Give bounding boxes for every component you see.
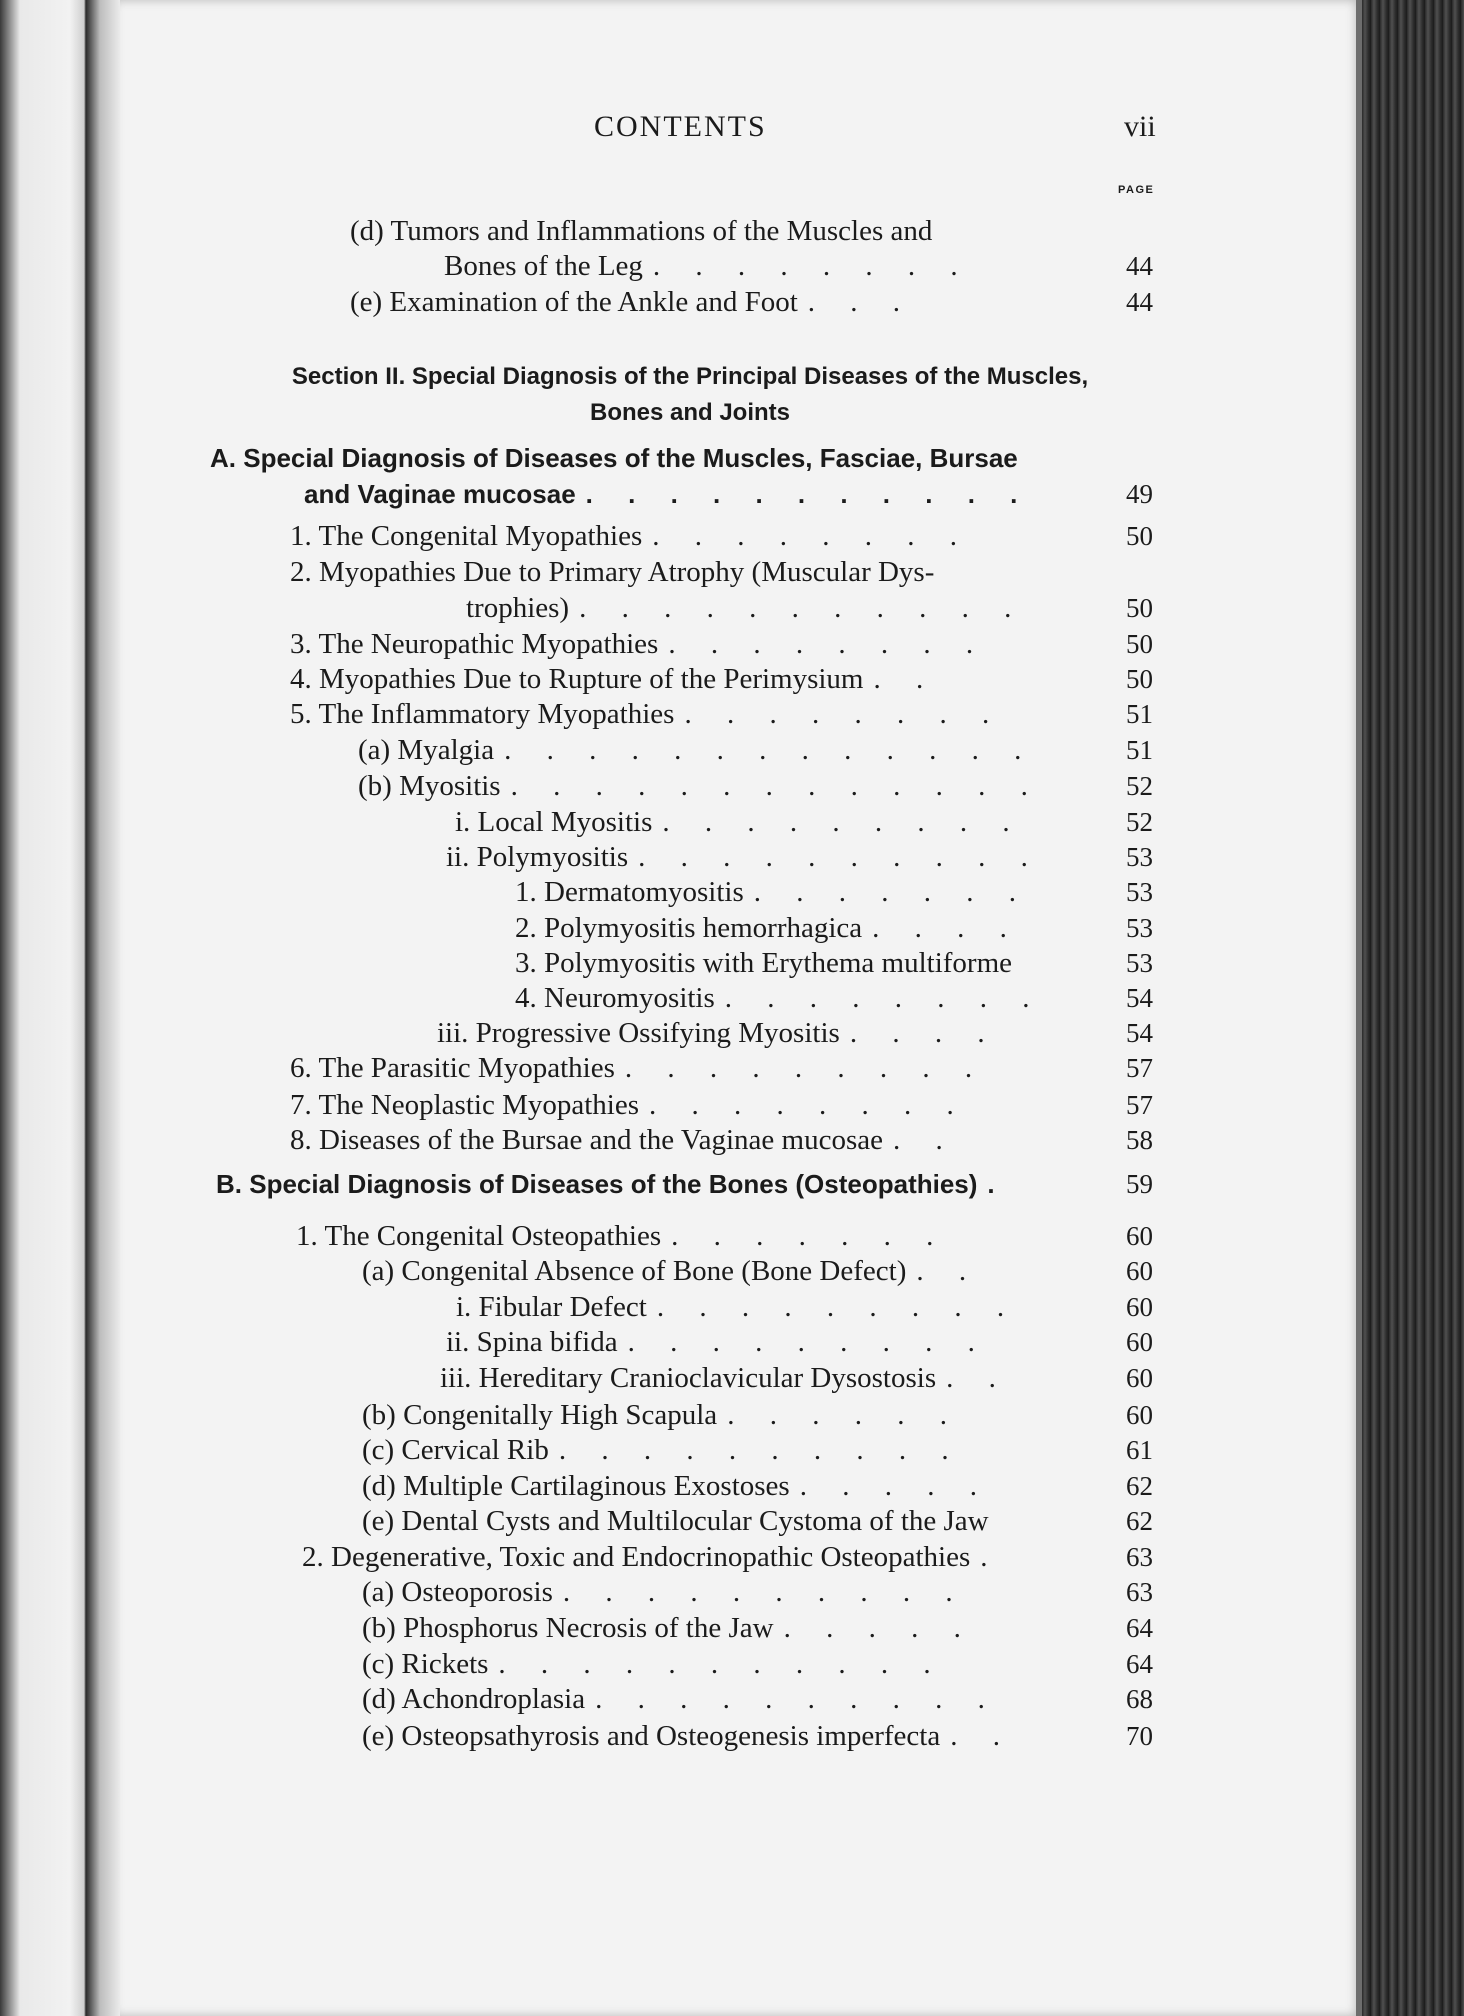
- toc-page-number: 44: [1126, 251, 1153, 281]
- dot-leader: . . . . . . .: [753, 876, 1031, 908]
- toc-entry-title: and Vaginae mucosae: [304, 479, 576, 509]
- toc-entry-title: (e) Examination of the Ankle and Foot: [350, 286, 798, 318]
- toc-entry-title: iii. Hereditary Cranioclavicular Dysostosis: [440, 1362, 937, 1394]
- toc-entry-title: (b) Congenitally High Scapula: [362, 1399, 718, 1431]
- toc-page-number: 51: [1126, 735, 1153, 765]
- toc-entry-title: 3. Polymyositis with Erythema multiforme: [515, 947, 1012, 979]
- toc-entry-title: (c) Rickets: [362, 1648, 489, 1680]
- toc-entry-title: 6. The Parasitic Myopathies: [290, 1052, 615, 1084]
- toc-entry: [362, 1718, 1014, 1754]
- toc-page-number: 59: [1126, 1169, 1153, 1199]
- toc-entry: [362, 1503, 989, 1539]
- toc-page-number: 57: [1126, 1090, 1153, 1120]
- toc-entry: [515, 945, 1012, 981]
- toc-page-number: 60: [1126, 1221, 1153, 1251]
- dot-leader: . . . . . . . . . . .: [498, 1648, 945, 1680]
- toc-page-number: 53: [1126, 913, 1153, 943]
- dot-leader: . . . . . . . .: [652, 250, 972, 282]
- dot-leader: .: [980, 1541, 1002, 1573]
- toc-entry-title: B. Special Diagnosis of Diseases of the Bones (Osteopathies): [216, 1169, 978, 1199]
- dot-leader: . . . . . . . . .: [656, 1291, 1019, 1323]
- toc-entry: [362, 1397, 961, 1433]
- toc-page-number: 60: [1126, 1363, 1153, 1393]
- toc-page-number: 70: [1126, 1721, 1153, 1751]
- toc-entry: [444, 248, 972, 284]
- dot-leader: . . . .: [849, 1017, 999, 1049]
- toc-entry: [290, 626, 987, 662]
- dot-leader: .: [987, 1169, 1009, 1199]
- toc-entry-title: iii. Progressive Ossifying Myositis: [437, 1017, 840, 1049]
- dot-leader: . . . . . . . .: [668, 628, 988, 660]
- toc-entry: [216, 1166, 1009, 1202]
- toc-entry: [446, 1324, 989, 1360]
- dot-leader: . . . . . . . . . . .: [585, 479, 1032, 509]
- toc-entry: [290, 1087, 968, 1123]
- dot-leader: . . .: [807, 286, 915, 318]
- toc-entry-title: 4. Neuromyositis: [515, 982, 715, 1014]
- toc-entry: [290, 554, 934, 590]
- dot-leader: . .: [916, 1255, 981, 1287]
- toc-entry: [350, 213, 932, 249]
- toc-page-number: 60: [1126, 1400, 1153, 1430]
- dot-leader: . . . . . . . . . .: [638, 841, 1042, 873]
- toc-entry: [362, 1646, 945, 1682]
- dot-leader: . . . . . . . .: [684, 698, 1004, 730]
- toc-page-number: 62: [1126, 1506, 1153, 1536]
- dot-leader: . . . . . . . . . .: [558, 1434, 963, 1466]
- toc-entry: [362, 1681, 999, 1717]
- toc-entry: [304, 476, 1031, 512]
- toc-entry: [362, 1574, 967, 1610]
- toc-page-number: 63: [1126, 1542, 1153, 1572]
- dot-leader: . . . . . . . . . . . . .: [510, 770, 1042, 802]
- dot-leader: . . . . . . . . .: [624, 1052, 987, 1084]
- dot-leader: . . . . . . .: [671, 1220, 948, 1252]
- toc-entry-title: 2. Degenerative, Toxic and Endocrinopathic Osteopathies: [302, 1541, 971, 1573]
- dot-leader: . . . . .: [799, 1470, 991, 1502]
- toc-entry: [437, 1015, 999, 1051]
- toc-entry: [362, 1253, 980, 1289]
- toc-entry: [350, 284, 914, 320]
- toc-entry-title: (d) Achondroplasia: [362, 1683, 586, 1715]
- toc-entry-title: (e) Osteopsathyrosis and Osteogenesis imperfecta: [362, 1720, 941, 1752]
- toc-page-number: 44: [1126, 287, 1153, 317]
- toc-entry-title: 1. The Congenital Myopathies: [290, 520, 643, 552]
- toc-entry-title: 1. Dermatomyositis: [515, 876, 744, 908]
- toc-entry-title: ii. Polymyositis: [446, 841, 629, 873]
- toc-page-number: 60: [1126, 1256, 1153, 1286]
- dot-leader: . . . . . . . .: [652, 520, 971, 552]
- toc-entry-title: (d) Multiple Cartilaginous Exostoses: [362, 1470, 790, 1502]
- dot-leader: . . . . . .: [727, 1399, 961, 1431]
- toc-page-number: 62: [1126, 1471, 1153, 1501]
- dot-leader: . .: [946, 1362, 1010, 1394]
- toc-entry: [290, 1122, 957, 1158]
- toc-page-number: 50: [1126, 664, 1153, 694]
- dot-leader: . . . . . . . .: [724, 982, 1044, 1014]
- toc-entry-title: i. Fibular Defect: [456, 1291, 647, 1323]
- dot-leader: . . . . . . . . . . .: [579, 592, 1026, 624]
- section-heading-line-1: Section II. Special Diagnosis of the Principal Diseases of the Muscles,: [291, 363, 1089, 390]
- toc-entry: [446, 839, 1042, 875]
- toc-entry-title: trophies): [466, 592, 570, 624]
- toc-entry: [290, 1050, 986, 1086]
- dot-leader: . . . . . . . . . .: [595, 1683, 999, 1715]
- page-number: vii: [1124, 110, 1156, 143]
- toc-entry: [515, 910, 1021, 946]
- toc-entry-title: 7. The Neoplastic Myopathies: [290, 1089, 640, 1121]
- toc-entry: [455, 804, 1024, 840]
- section-heading-line-2: Bones and Joints: [589, 399, 791, 426]
- toc-page-number: 64: [1126, 1649, 1153, 1679]
- toc-page-number: 50: [1126, 629, 1153, 659]
- dot-leader: . .: [950, 1720, 1014, 1752]
- toc-entry-title: 8. Diseases of the Bursae and the Vaginae mucosae: [290, 1124, 883, 1156]
- dot-leader: . . . . . . . .: [649, 1089, 968, 1121]
- toc-entry-title: 3. The Neuropathic Myopathies: [290, 628, 659, 660]
- toc-entry: [210, 440, 1018, 476]
- toc-entry-title: (d) Tumors and Inflammations of the Muscles and: [350, 215, 933, 247]
- toc-entry-title: 4. Myopathies Due to Rupture of the Perimysium: [290, 663, 864, 695]
- toc-page-number: 54: [1126, 1018, 1153, 1048]
- toc-entry-title: (e) Dental Cysts and Multilocular Cystoma of the Jaw: [362, 1505, 989, 1537]
- dot-leader: . . . . . . . . .: [662, 806, 1024, 838]
- toc-entry-title: 2. Polymyositis hemorrhagica: [515, 912, 863, 944]
- toc-page-number: 60: [1126, 1327, 1153, 1357]
- facing-page-edge: [0, 0, 86, 2016]
- toc-page-number: 50: [1126, 593, 1153, 623]
- toc-entry: [362, 1610, 975, 1646]
- toc-entry-title: (b) Myositis: [358, 770, 501, 802]
- book-gutter: [86, 0, 120, 2016]
- toc-entry-title: 1. The Congenital Osteopathies: [296, 1220, 662, 1252]
- toc-entry: [290, 518, 971, 554]
- toc-page-number: 51: [1126, 699, 1153, 729]
- toc-entry-title: ii. Spina bifida: [446, 1326, 618, 1358]
- toc-entry-title: 5. The Inflammatory Myopathies: [290, 698, 675, 730]
- toc-entry: [302, 1539, 1002, 1575]
- toc-page-number: 64: [1126, 1613, 1153, 1643]
- toc-entry: [290, 661, 937, 697]
- dot-leader: . . . . . . . . . . . . .: [504, 734, 1036, 766]
- dot-leader: . .: [892, 1124, 957, 1156]
- toc-entry-title: (a) Congenital Absence of Bone (Bone Defect): [362, 1255, 907, 1287]
- toc-page-number: 68: [1126, 1684, 1153, 1714]
- page-column-label: PAGE: [1118, 184, 1155, 196]
- toc-page-number: 52: [1126, 807, 1153, 837]
- dot-leader: . . . . . . . . .: [627, 1326, 989, 1358]
- toc-page-number: 53: [1126, 877, 1153, 907]
- toc-entry-title: (c) Cervical Rib: [362, 1434, 549, 1466]
- toc-entry-title: (a) Osteoporosis: [362, 1576, 553, 1608]
- toc-entry: [290, 696, 1003, 732]
- toc-page-number: 63: [1126, 1577, 1153, 1607]
- toc-entry-title: A. Special Diagnosis of Diseases of the Muscles, Fasciae, Bursae: [210, 443, 1018, 473]
- toc-entry-title: 2. Myopathies Due to Primary Atrophy (Muscular Dys-: [290, 556, 935, 588]
- toc-entry: [296, 1218, 947, 1254]
- toc-page-number: 60: [1126, 1292, 1153, 1322]
- toc-entry: [466, 590, 1025, 626]
- toc-page-number: 53: [1126, 842, 1153, 872]
- dot-leader: . . . .: [872, 912, 1021, 944]
- toc-page-number: 52: [1126, 771, 1153, 801]
- book-page-edges: [1362, 0, 1464, 2016]
- dot-leader: . .: [873, 663, 938, 695]
- toc-entry-title: i. Local Myositis: [455, 806, 653, 838]
- toc-page-number: 61: [1126, 1435, 1153, 1465]
- toc-entry: [515, 874, 1030, 910]
- toc-entry: [358, 768, 1042, 804]
- toc-entry: [362, 1468, 991, 1504]
- running-title: CONTENTS: [594, 110, 767, 143]
- toc-entry: [440, 1360, 1010, 1396]
- toc-page-number: 49: [1126, 479, 1153, 509]
- toc-entry: [456, 1289, 1018, 1325]
- toc-entry: [358, 732, 1035, 768]
- toc-page-number: 57: [1126, 1053, 1153, 1083]
- toc-entry-title: (a) Myalgia: [358, 734, 495, 766]
- toc-page-number: 50: [1126, 521, 1153, 551]
- toc-entry-title: Bones of the Leg: [444, 250, 643, 282]
- toc-entry: [515, 980, 1044, 1016]
- dot-leader: . . . . . . . . . .: [562, 1576, 967, 1608]
- toc-entry-title: (b) Phosphorus Necrosis of the Jaw: [362, 1612, 774, 1644]
- toc-page-number: 54: [1126, 983, 1153, 1013]
- dot-leader: . . . . .: [783, 1612, 975, 1644]
- toc-page-number: 58: [1126, 1125, 1153, 1155]
- toc-entry: [362, 1432, 963, 1468]
- toc-page-number: 53: [1126, 948, 1153, 978]
